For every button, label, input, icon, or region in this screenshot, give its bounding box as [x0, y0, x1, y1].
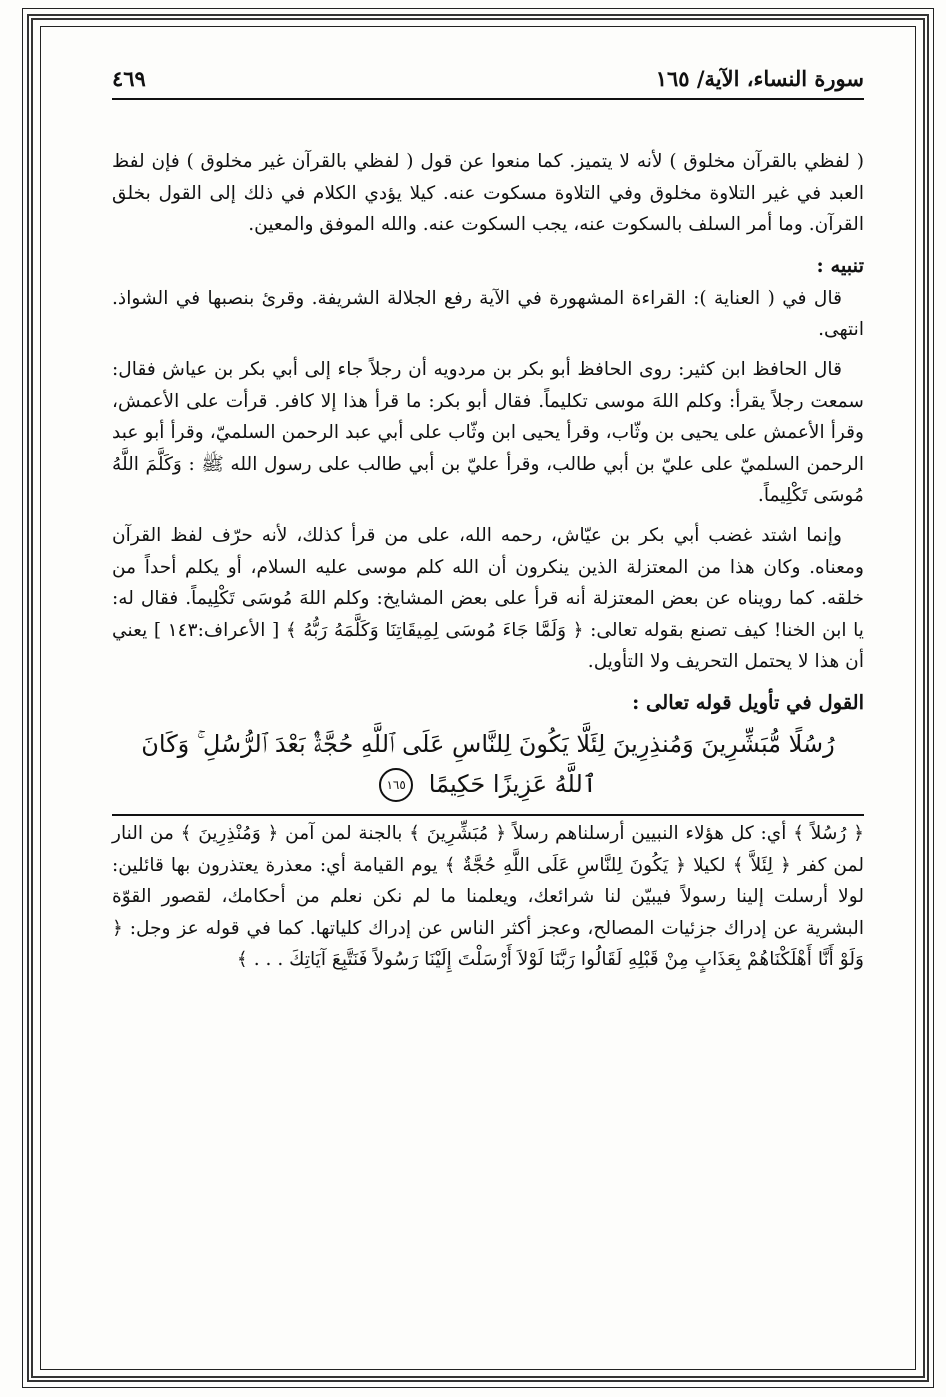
paragraph-tafsir: ﴿ رُسُلاً ﴾ أي: كل هؤلاء النبيين أرسلناهم رسلاً ﴿ مُبَشِّرِينَ ﴾ بالجنة لمن آمن ﴿ وَمُنْذِرِينَ ﴾ من النار لمن كفر ﴿ لِئَلاَّ ﴾ لكيلا ﴿ يَكُونَ لِلنَّاسِ عَلَى اللَّهِ حُجَّةٌ ﴾ يوم القيامة أي: معذرة يعتذرون بها قائلين: لولا أرسلت إلينا رسولاً فيبيّن لنا شرائعك، ويعلمنا ما لم نكن نعلم من أحكامك، لقصور القوّة البشرية عن إدراك جزئيات المصالح، وعجز أكثر الناس عن إدراك كلياتها. كما في قوله عز وجل: ﴿ وَلَوْ أَنَّا أَهْلَكْنَاهُمْ بِعَذَابٍ مِنْ قَبْلِهِ لَقَالُوا رَبَّنَا لَوْلاَ أَرْسَلْتَ إِلَيْنَا رَسُولاً فَنَتَّبِعَ آيَاتِكَ . . . ﴾ [112, 814, 864, 976]
verse-line-2: ٱللَّهُ عَزِيزًا حَكِيمًا [428, 769, 597, 798]
paragraph-intro: ( لفظي بالقرآن مخلوق ) لأنه لا يتميز. كما منعوا عن قول ( لفظي بالقرآن غير مخلوق ) فإن لفظ العبد في غير التلاوة مخلوق وفي التلاوة مسكوت عنه. كيلا يؤدي الكلام في ذلك إلى القول بخلق القرآن. وما أمر السلف بالسكوت عنه، يجب السكوت عنه. والله الموفق والمعين. [112, 151, 864, 236]
running-header [112, 62, 864, 100]
tawil-heading: القول في تأويل قوله تعالى : [632, 690, 864, 714]
page-number: ٤٦٩ [112, 66, 146, 91]
paragraph-abu-bakr: وإنما اشتد غضب أبي بكر بن عيّاش، رحمه الله، على من قرأ كذلك، لأنه حرّف لفظ القرآن ومعناه. وكان هذا من المعتزلة الذين ينكرون أن الله كلم موسى عليه السلام، أو يكلم أحداً من خلقه. كما رويناه عن بعض المعتزلة أنه قرأ على بعض المشايخ: وكلم اللهَ مُوسَى تَكْلِيماً. فقال له: يا ابن الخنا! كيف تصنع بقوله تعالى: ﴿ وَلَمَّا جَاءَ مُوسَى لِمِيقَاتِنَا وَكَلَّمَهُ رَبُّهُ ﴾ [ الأعراف:١٤٣ ] يعني أن هذا لا يحتمل التحريف ولا التأويل. [112, 524, 864, 673]
ayah-number-marker: ١٦٥ [379, 768, 413, 802]
header-title: سورة النساء، الآية/ ١٦٥ [655, 66, 864, 91]
book-page [112, 62, 864, 1312]
paragraph-ibn-kathir: قال الحافظ ابن كثير: روى الحافظ أبو بكر بن مردويه أن رجلاً جاء إلى أبي بكر بن عياش فقال: سمعت رجلاً يقرأ: وكلم اللهَ موسى تكليماً. فقال أبو بكر: ما قرأ هذا إلا كافر. قرأت على الأعمش، وقرأ الأعمش على يحيى بن وثّاب، وقرأ يحيى ابن وثّاب على أبي عبد الرحمن السلميّ، وقرأ أبو عبد الرحمن السلميّ على عليّ بن أبي طالب، وقرأ عليّ بن أبي طالب على رسول الله ﷺ : وَكَلَّمَ اللَّهُ مُوسَى تَكْلِيماً. [112, 358, 864, 507]
verse-line-1: رُسُلًا مُّبَشِّرِينَ وَمُنذِرِينَ لِئَلَّا يَكُونَ لِلنَّاسِ عَلَى ٱللَّهِ حُجَّةٌۢ بَعْدَ ٱلرُّسُلِ ۚ وَكَانَ [141, 729, 835, 758]
verse-line-2-wrap [112, 764, 864, 804]
paragraph-inaya: قال في ( العناية ): القراءة المشهورة في الآية رفع الجلالة الشريفة. وقرئ بنصبها في الشواذ. انتهى. [112, 287, 864, 341]
tanbih-heading: تنبيه : [816, 253, 864, 277]
quran-verse [112, 724, 864, 804]
